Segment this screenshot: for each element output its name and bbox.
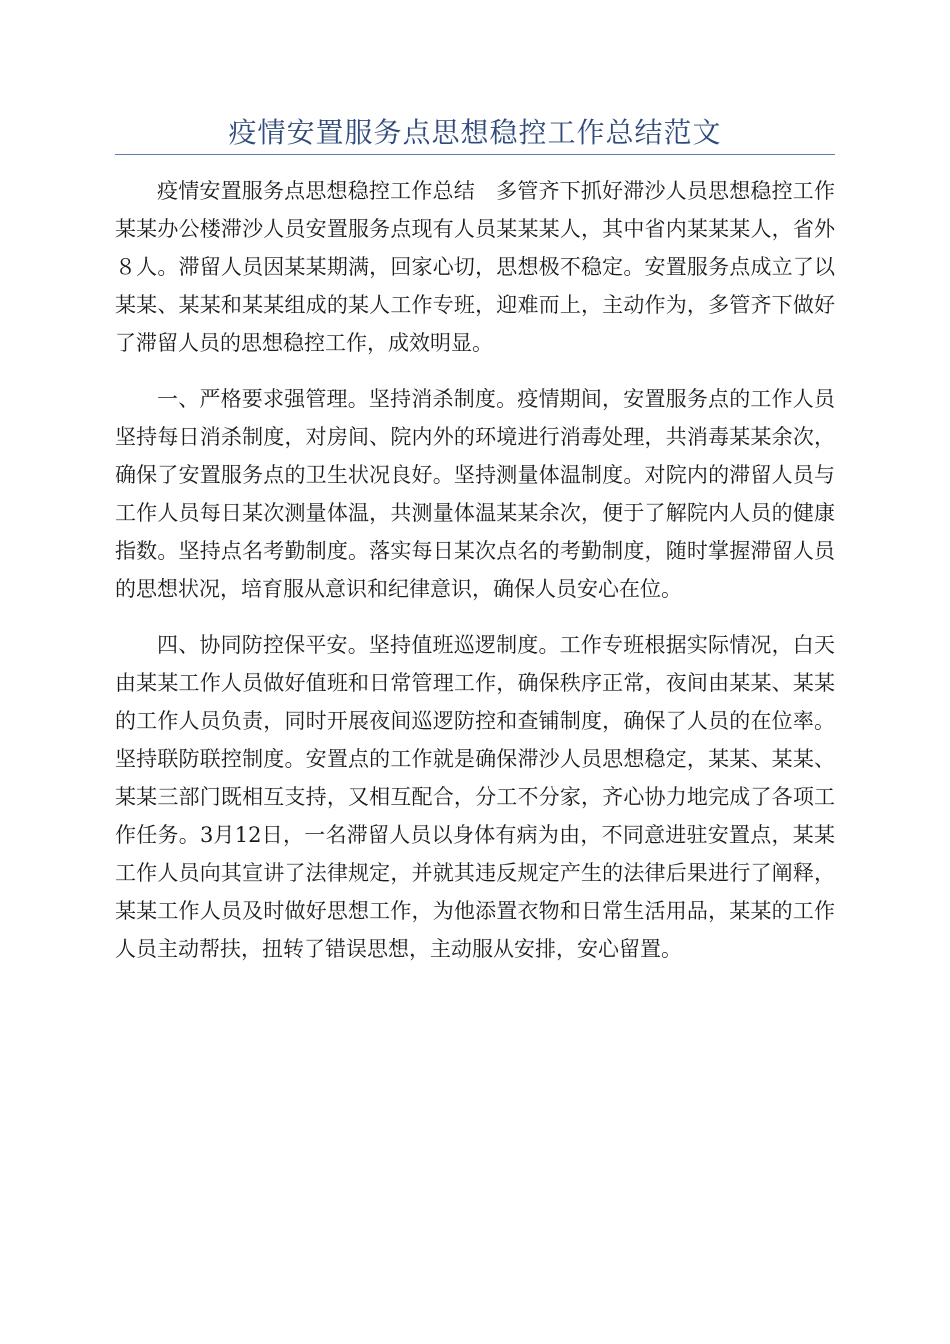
document-body	[115, 172, 856, 986]
paragraph-section-four: 四、协同防控保平安。坚持值班巡逻制度。工作专班根据实际情况，白天由某某工作人员做好值班和日常管理工作，确保秩序正常，夜间由某某、某某的工作人员负责，同时开展夜间巡逻防控和查铺制度，确保了人员的在位率。坚持联防联控制度。安置点的工作就是确保滞沙人员思想稳定，某某、某某、某某三部门既相互支持，又相互配合，分工不分家，齐心协力地完成了各项工作任务。3月12日，一名滞留人员以身体有病为由，不同意进驻安置点，某某工作人员向其宣讲了法律规定，并就其违反规定产生的法律后果进行了阐释，某某工作人员及时做好思想工作，为他添置衣物和日常生活用品，某某的工作人员主动帮扶，扭转了错误思想，主动服从安排，安心留置。	[115, 633, 835, 961]
paragraph-intro: 疫情安置服务点思想稳控工作总结 多管齐下抓好滞沙人员思想稳控工作 某某办公楼滞沙人员安置服务点现有人员某某某人，其中省内某某某人，省外８人。滞留人员因某某期满，回家心切，思想极不稳定。安置服务点成立了以某某、某某和某某组成的某人工作专班，迎难而上，主动作为，多管齐下做好了滞留人员的思想稳控工作，成效明显。	[115, 179, 856, 355]
document-title: 疫情安置服务点思想稳控工作总结范文	[228, 116, 722, 149]
paragraph-section-one: 一、严格要求强管理。坚持消杀制度。疫情期间，安置服务点的工作人员坚持每日消杀制度，对房间、院内外的环境进行消毒处理，共消毒某某余次，确保了安置服务点的卫生状况良好。坚持测量体温制度。对院内的滞留人员与工作人员每日某次测量体温，共测量体温某某余次，便于了解院内人员的健康指数。坚持点名考勤制度。落实每日某次点名的考勤制度，随时掌握滞留人员的思想状况，培育服从意识和纪律意识，确保人员安心在位。	[115, 387, 835, 601]
title-underline	[115, 154, 835, 155]
